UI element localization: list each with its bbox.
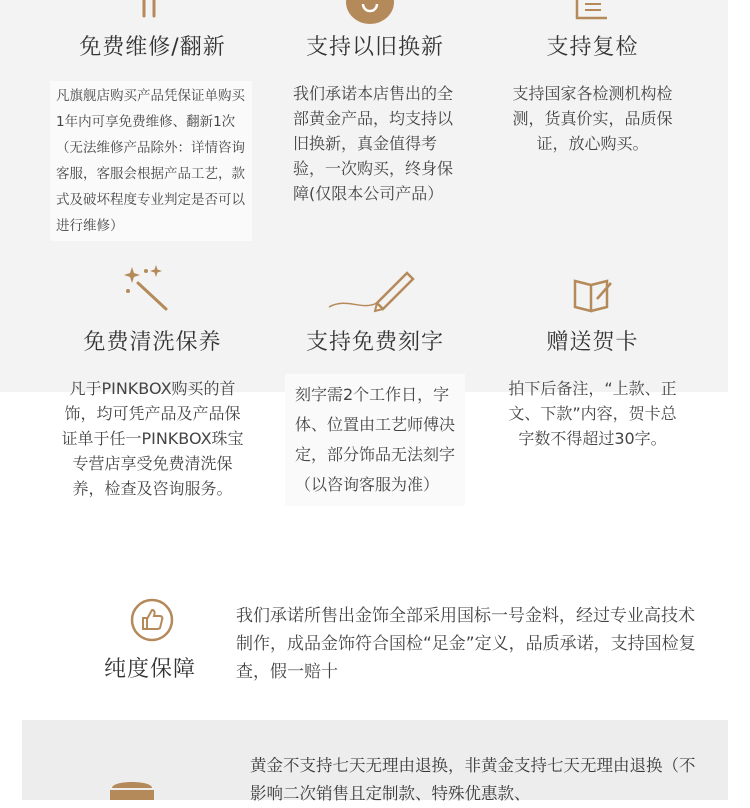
service-card-repair [50, 30, 255, 241]
service-desc: 我们承诺本店售出的全部黄金产品，均支持以旧换新，真金值得考验，一次购买，终身保障(仅限本公司产品） [293, 84, 454, 203]
purity-text: 我们承诺所售出金饰全部采用国标一号金料，经过专业高技术制作，成品金饰符合国检“足金”定义，品质承诺，支持国检复查，假一赔十 [236, 606, 696, 682]
service-desc: 刻字需2个工作日，字体、位置由工艺师傅决定，部分饰品无法刻字（以咨询客服为准） [285, 374, 465, 506]
service-card-cleaning [60, 325, 245, 501]
service-title: 免费维修/翻新 [79, 35, 226, 60]
service-card-engraving [285, 325, 465, 506]
service-card-exchange [285, 30, 465, 206]
service-desc: 拍下后备注，“上款、正文、下款”内容，贺卡总字数不得超过30字。 [508, 379, 677, 448]
service-title: 支持以旧换新 [305, 35, 444, 60]
service-desc: 凡旗舰店购买产品凭保证单购买1年内可享免费维修、翻新1次（无法维修产品除外：详情咨询客服，客服会根据产品工艺，款式及破坏程度专业判定是否可以进行维修） [50, 81, 252, 241]
service-title: 赠送贺卡 [546, 330, 639, 355]
repair-tools-icon [130, 0, 180, 48]
engrave-pen-icon [327, 265, 417, 315]
service-title: 免费清洗保养 [83, 330, 222, 355]
exchange-icon [345, 0, 395, 28]
greeting-card-icon [571, 273, 615, 313]
cup-icon [108, 778, 156, 800]
returns-text: 黄金不支持七天无理由退换，非黄金支持七天无理由退换（不影响二次销售且定制款、特殊优惠款、 [250, 756, 696, 803]
purity-title: 纯度保障 [104, 657, 197, 682]
service-title: 支持免费刻字 [305, 330, 444, 355]
magic-wand-icon [122, 263, 172, 313]
right-gap [728, 0, 750, 392]
returns-panel [22, 720, 728, 803]
service-desc: 凡于PINKBOX购买的首饰，均可凭产品及产品保证单于任一PINKBOX珠宝专营店享受免费清洗保养，检查及咨询服务。 [61, 379, 244, 498]
service-title: 支持复检 [546, 35, 639, 60]
thumbs-up-icon [130, 598, 174, 642]
service-desc: 支持国家各检测机构检测，货真价实，品质保证，放心购买。 [512, 84, 673, 153]
service-card-greeting-card [505, 325, 680, 451]
service-card-recheck [505, 30, 680, 156]
inspection-icon [571, 0, 615, 28]
